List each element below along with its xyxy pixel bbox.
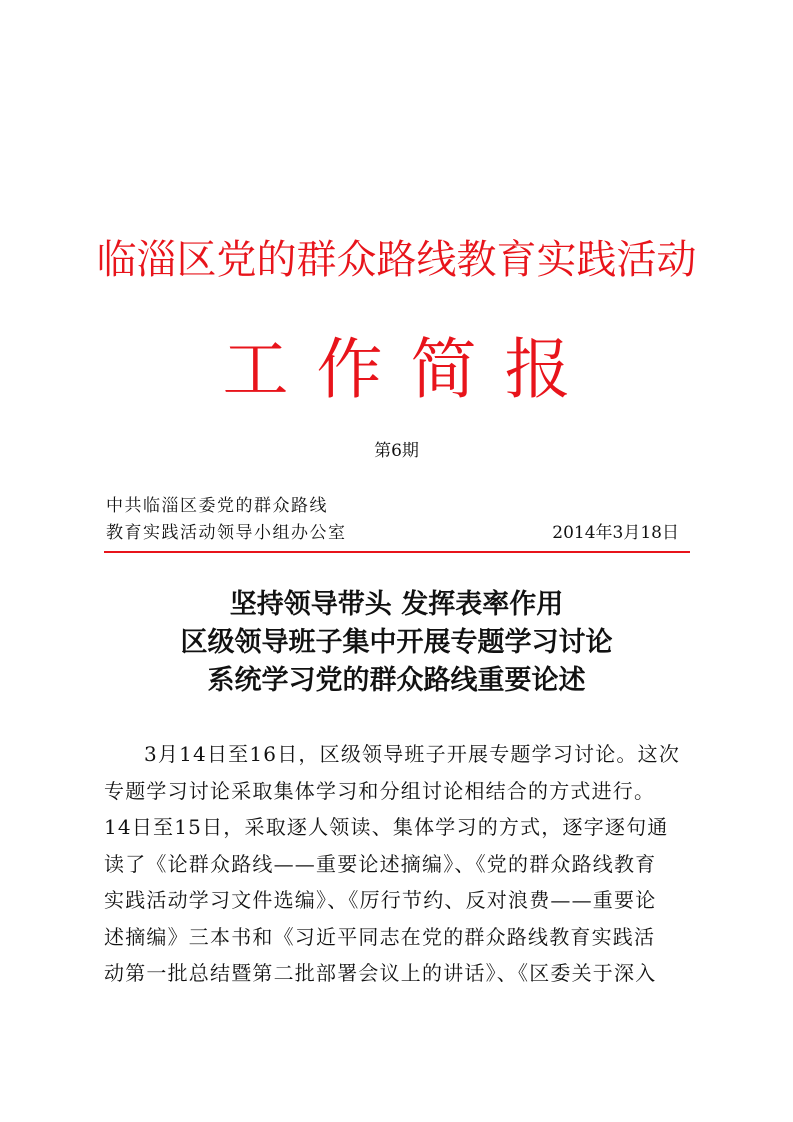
masthead-bulletin-title [0,330,793,410]
issue-date: 2014年3月18日 [552,523,679,543]
body-line: 3月14日至16日，区级领导班子开展专题学习讨论。这次 [144,742,681,766]
issuer-block [106,493,347,547]
masthead-organization-title: 临淄区党的群众路线教育实践活动 [96,237,697,283]
article-headline [0,586,793,700]
bulletin-title-char: 简 [410,331,477,408]
body-line: 读了《论群众路线——重要论述摘编》、《党的群众路线教育 [104,851,657,876]
headline-line: 区级领导班子集中开展专题学习讨论 [180,627,613,658]
issuer-line: 教育实践活动领导小组办公室 [106,523,347,543]
red-divider-rule [104,551,690,553]
body-line: 14日至15日，采取逐人领读、集体学习的方式，逐字逐句通 [104,815,669,839]
body-line: 实践活动学习文件选编》、《厉行节约、反对浪费——重要论 [104,888,657,912]
article-body [104,736,692,992]
headline-line: 坚持领导带头 发挥表率作用 [229,589,564,620]
body-line: 动第一批总结暨第二批部署会议上的讲话》、《区委关于深入 [104,961,657,985]
body-line: 专题学习讨论采取集体学习和分组讨论相结合的方式进行。 [104,778,656,803]
issuer-line: 中共临淄区委党的群众路线 [106,496,328,516]
bulletin-title-char: 作 [316,331,383,408]
bulletin-title-char: 报 [504,331,571,408]
headline-line: 系统学习党的群众路线重要论述 [207,665,586,696]
issue-number: 第6期 [374,441,419,461]
bulletin-title-char: 工 [222,331,289,408]
body-line: 述摘编》三本书和《习近平同志在党的群众路线教育实践活 [104,924,656,949]
